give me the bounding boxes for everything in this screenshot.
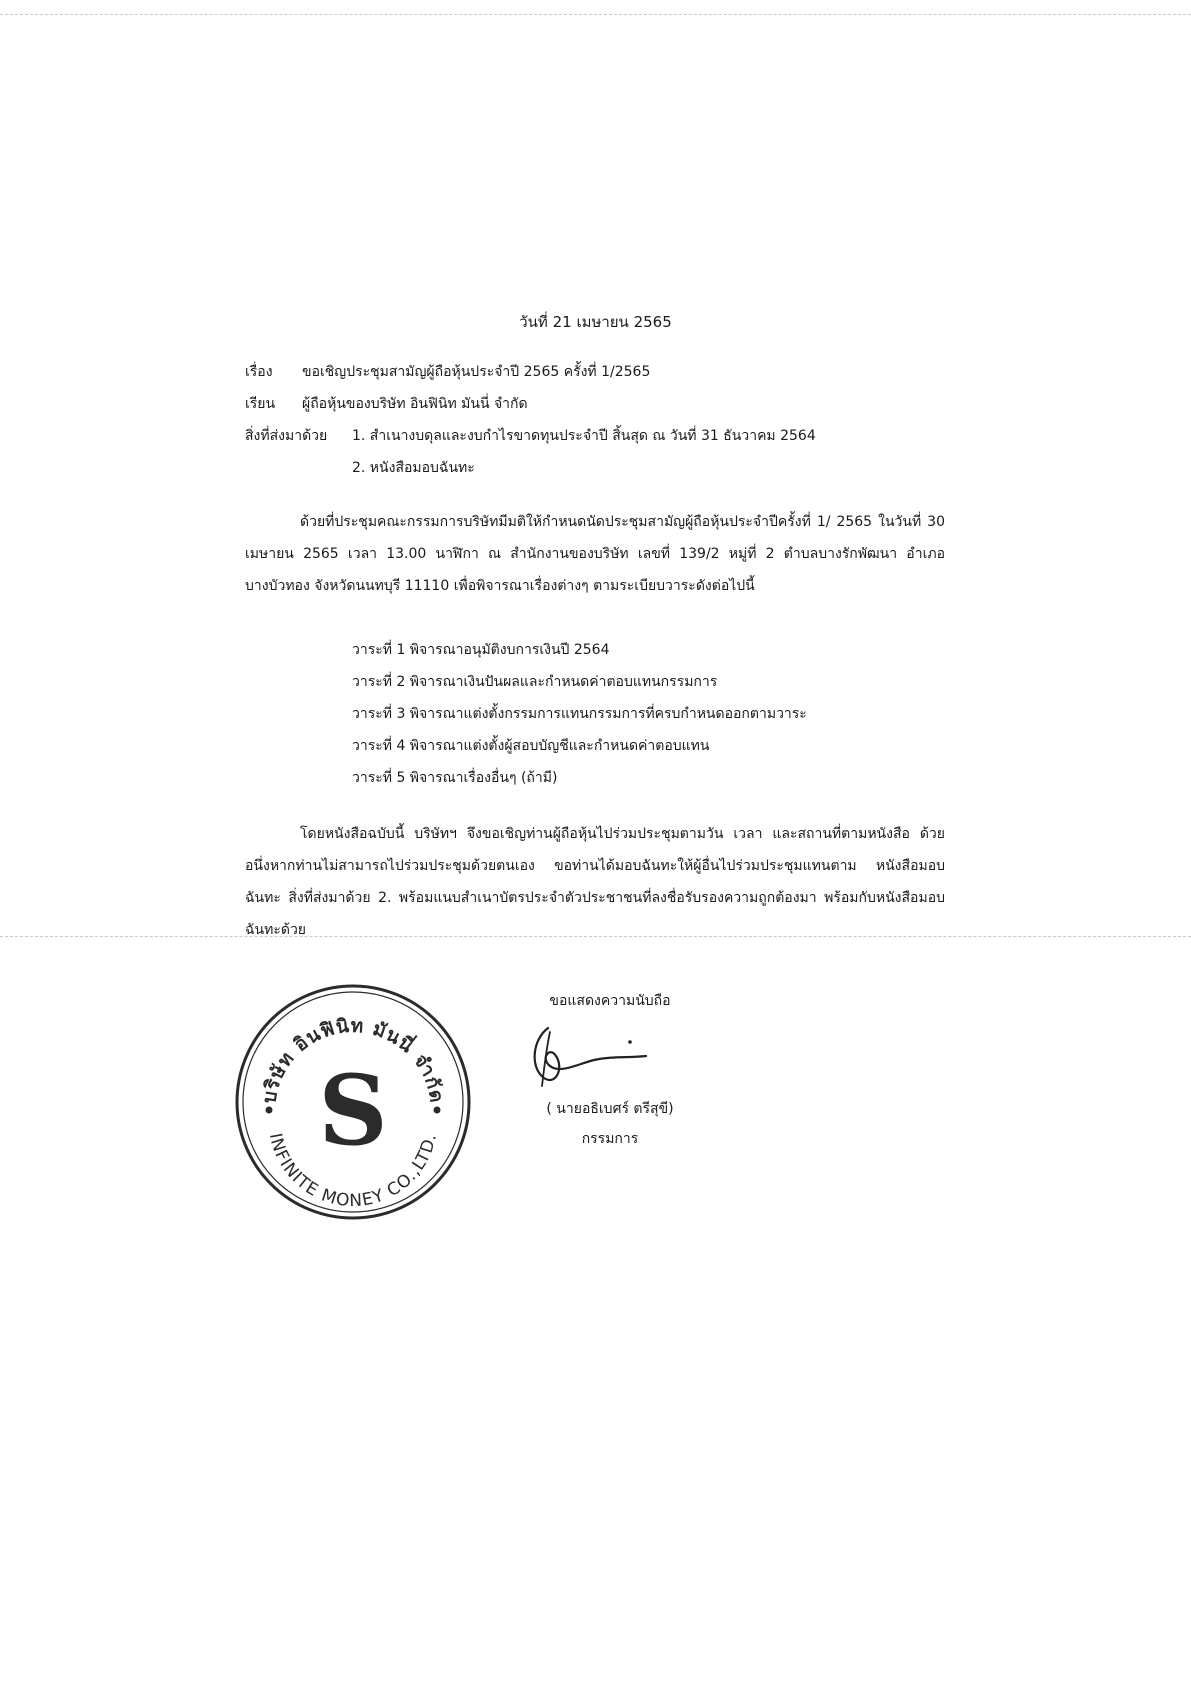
enclosure-item-1: 1. สำเนางบดุลและงบกำไรขาดทุนประจำปี สิ้นสุด ณ วันที่ 31 ธันวาคม 2564 [352,428,816,444]
agenda-item-5: วาระที่ 5 พิจารณาเรื่องอื่นๆ (ถ้ามี) [352,770,558,786]
signer-name: ( นายอธิเบศร์ ตรีสุขี) [546,1101,674,1117]
invitation-paragraph: ด้วยที่ประชุมคณะกรรมการบริษัทมีมติให้กำหนดนัดประชุมสามัญผู้ถือหุ้นประจำปีครั้งที่ 1/ 2565 ในวันที่ 30 เมษายน 2565 เวลา 13.00 นาฬิกา ณ สำนักงานของบริษัท เลขที่ 139/2 หมู่ที่ 2 ตำบลบางรักพัฒนา อำเภอบางบัวทอง จังหวัดนนทบุรี 11110 เพื่อพิจารณาเรื่องต่างๆ ตามระเบียบวาระดังต่อไปนี้ [245,514,945,594]
closing-salutation: ขอแสดงความนับถือ [549,993,671,1009]
seal-thai-name: บริษัท อินฟินิท มันนี่ จำกัด [258,1014,448,1105]
agenda-item-1: วาระที่ 1 พิจารณาอนุมัติงบการเงินปี 2564 [352,642,610,658]
recipient-value: ผู้ถือหุ้นของบริษัท อินฟินิท มันนี่ จำกัด [302,396,528,412]
agenda-item-2: วาระที่ 2 พิจารณาเงินปันผลและกำหนดค่าตอบแทนกรรมการ [352,674,718,690]
letter-date: วันที่ 21 เมษายน 2565 [519,313,672,331]
scan-edge-top [0,14,1191,15]
subject-label: เรื่อง [245,364,273,380]
handwritten-signature [520,1020,670,1090]
seal-logo-letter: S [318,1054,388,1167]
enclosure-item-2: 2. หนังสือมอบฉันทะ [352,460,475,476]
signer-title: กรรมการ [581,1131,639,1147]
subject-value: ขอเชิญประชุมสามัญผู้ถือหุ้นประจำปี 2565 ครั้งที่ 1/2565 [302,364,651,380]
recipient-label: เรียน [245,396,276,412]
agenda-item-3: วาระที่ 3 พิจารณาแต่งตั้งกรรมการแทนกรรมการที่ครบกำหนดออกตามวาระ [352,706,807,722]
enclosures-label: สิ่งที่ส่งมาด้วย [245,428,328,444]
agenda-item-4: วาระที่ 4 พิจารณาแต่งตั้งผู้สอบบัญชีและกำหนดค่าตอบแทน [352,738,710,754]
seal-english-name: INFINITE MONEY CO.,LTD. [264,1131,442,1212]
proxy-paragraph: โดยหนังสือฉบับนี้ บริษัทฯ จึงขอเชิญท่านผู้ถือหุ้นไปร่วมประชุมตามวัน เวลา และสถานที่ตามหนังสือ ด้วย อนึ่งหากท่านไม่สามารถไปร่วมประชุมด้วยตนเอง ขอท่านได้มอบฉันทะให้ผู้อื่นไปร่วมประชุมแทนตาม หนังสือมอบฉันทะ สิ่งที่ส่งมาด้วย 2. พร้อมแนบสำเนาบัตรประจำตัวประชาชนที่ลงชื่อรับรองความถูกต้องมา พร้อมกับหนังสือมอบฉันทะด้วย [245,826,945,938]
company-seal [233,982,473,1222]
